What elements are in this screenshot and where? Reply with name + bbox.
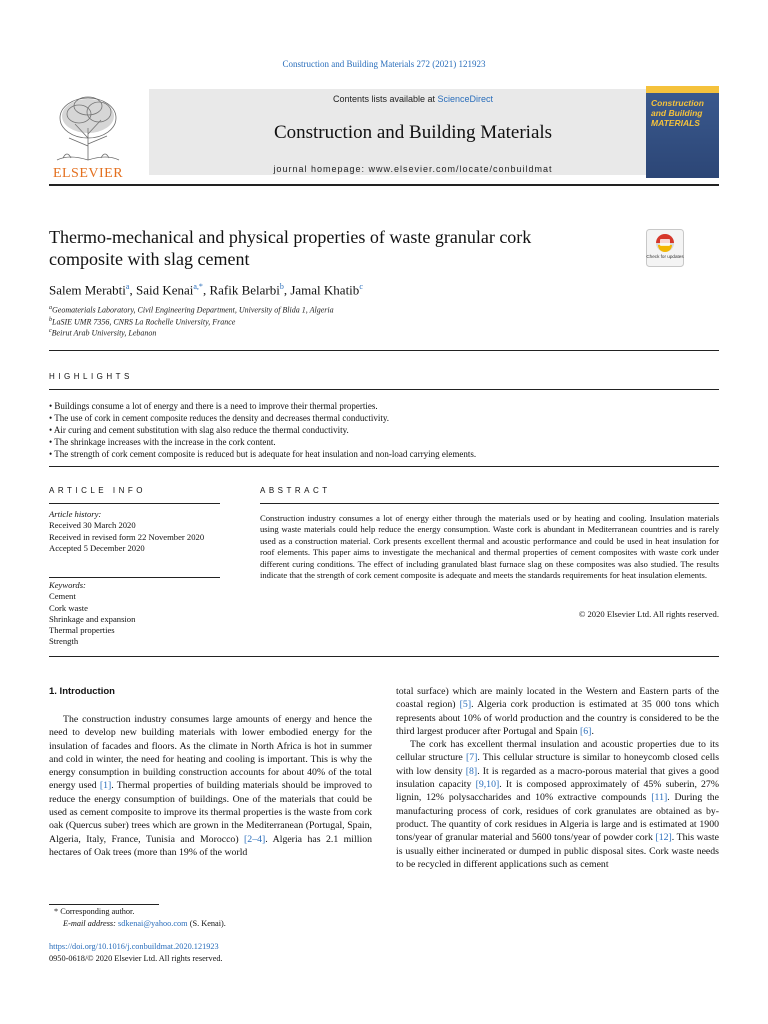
highlight-item: • The shrinkage increases with the increase in the cork content.	[49, 436, 719, 448]
corresponding-author-note: * Corresponding author.	[54, 907, 135, 916]
contents-available	[149, 94, 677, 104]
banner-divider	[49, 184, 719, 186]
check-for-updates-icon[interactable]	[646, 229, 684, 267]
author-name[interactable]: Jamal Khatib	[290, 282, 360, 298]
highlights-heading: HIGHLIGHTS	[49, 372, 133, 381]
highlights-divider	[49, 389, 719, 390]
author-list: Salem Merabti$^a$, Said Kenai$^{a,*}$, Rafik Belarbi$^b$, Jamal Khatib$^c$	[49, 282, 363, 298]
section-heading-introduction: 1. Introduction	[49, 686, 115, 697]
contents-prefix: Contents lists available at	[332, 94, 438, 104]
abstract-bottom-divider	[49, 656, 719, 657]
article-info-divider	[49, 503, 220, 504]
keyword: Shrinkage and expansion	[49, 613, 136, 624]
author-name[interactable]: Said Kenai	[135, 282, 194, 298]
journal-name: Construction and Building Materials	[273, 122, 553, 143]
journal-banner	[49, 86, 719, 180]
keyword: Strength	[49, 636, 79, 647]
cover-title: Construction and Building MATERIALS	[651, 98, 704, 128]
citation-link[interactable]: [9,10]	[475, 779, 500, 791]
sciencedirect-link[interactable]: ScienceDirect	[437, 94, 494, 104]
keyword: Cement	[49, 591, 76, 602]
affiliations-divider	[49, 350, 719, 351]
article-title: Thermo-mechanical and physical properties of waste granular cork composite with slag cement	[49, 227, 532, 269]
highlight-item: • Buildings consume a lot of energy and there is a need to improve their thermal properties.	[49, 400, 719, 412]
cover-strip	[646, 86, 719, 93]
highlight-item: • The use of cork in cement composite reduces the density and decreases thermal conductivity.	[49, 412, 719, 424]
keywords-label: Keywords:	[49, 580, 86, 590]
abstract-divider	[260, 503, 719, 504]
citation-link[interactable]: [7]	[465, 752, 478, 764]
article-history	[49, 509, 219, 554]
citation-link[interactable]: [6]	[580, 725, 592, 737]
highlights-bottom-divider	[49, 466, 719, 467]
citation-link[interactable]: [12]	[655, 832, 672, 844]
citation-link[interactable]: [8]	[465, 765, 478, 777]
affiliation-a: $^a$Geomaterials Laboratory, Civil Engineering Department, University of Blida 1, Algeria	[49, 305, 334, 315]
author-name[interactable]: Rafik Belarbi	[209, 282, 280, 298]
abstract-heading: ABSTRACT	[260, 486, 331, 495]
keywords-block	[49, 580, 219, 648]
email-note: E-mail address: sdkenai@yahoo.com (S. Kenai).	[63, 919, 226, 928]
citation-link[interactable]: [5]	[459, 699, 472, 711]
article-info-heading: ARTICLE INFO	[49, 486, 146, 495]
author-name[interactable]: Salem Merabti	[49, 282, 126, 298]
affiliation-b: $^b$LaSIE UMR 7356, CNRS La Rochelle University, France	[49, 317, 236, 327]
history-label: Article history:	[49, 509, 102, 519]
citation-link[interactable]: [11]	[651, 792, 668, 804]
citation-link[interactable]: [2–4]	[244, 833, 266, 845]
accepted-date: Accepted 5 December 2020	[49, 542, 145, 553]
elsevier-wordmark: ELSEVIER	[52, 166, 124, 181]
author-affiliation-mark[interactable]: a	[125, 282, 130, 291]
body-column-left	[49, 713, 372, 859]
banner-title-box	[149, 89, 677, 175]
keyword: Thermal properties	[49, 625, 115, 636]
email-link[interactable]: sdkenai@yahoo.com	[118, 919, 188, 928]
footnote-divider	[49, 904, 159, 905]
highlights-list	[49, 400, 719, 460]
affiliation-c: $^c$Beirut Arab University, Lebanon	[49, 328, 157, 338]
body-column-right	[396, 685, 719, 871]
received-date: Received 30 March 2020	[49, 520, 136, 531]
author-affiliation-mark[interactable]: c	[359, 282, 363, 291]
revised-date: Received in revised form 22 November 2020	[49, 531, 205, 542]
journal-cover-image	[646, 86, 719, 178]
keyword: Cork waste	[49, 602, 88, 613]
intro-paragraph-2: The cork has excellent thermal insulation and acoustic properties due to its cellular structure [7]. This cellular structure is similar to honeycomb closed cells with low density [8]. It is regarded as a macro-porous material that gives a good insulation capacity [9,10]. It is composed approximately of 45% suberin, 27% lignin, 12% polysaccharides and 10% extractive compounds [11]. During the manufacturing process of cork, residues of cork granulates are obtained as by-product. The quantity of cork residues in Algeria is large and is estimated at 1900 tons/year of granular material and 5600 tons/year of powder cork [12]. This waste is usually either incinerated or dumped in public disposal sites. Cork waste needs to be recycled in different applications such as cement	[396, 739, 720, 870]
author-affiliation-mark[interactable]: b	[279, 282, 284, 291]
abstract-copyright: © 2020 Elsevier Ltd. All rights reserved.	[578, 609, 719, 619]
keywords-divider	[49, 577, 220, 578]
highlight-item: • The strength of cork cement composite is reduced but is adequate for heat insulation and non-load carrying elements.	[49, 448, 719, 460]
intro-paragraph-1: The construction industry consumes large amounts of energy and hence the need to develop new building materials with lower embodied energy for the insulation of facades and floors. As the climate in North Africa is hot in summer and cold in winter, the need for heating and cooling is important. This is why the energy consumption in building construction accounts for about 40% of the total energy used [1]. Thermal properties of building materials should be improved to reduce the energy consumption of buildings. One of the materials that could be used as cement composite to improve its thermal properties is the waste from cork oak (Quercus suber) trees which are grown in the Mediterranean (Portugal, Spain, Algeria, Italy, France, Tunisia and Morocco) [2–4]. Algeria has 2.1 million hectares of Oak trees (more than 19% of the world	[49, 714, 372, 858]
crossmark-label: Check for updates	[646, 254, 684, 259]
abstract-text: Construction industry consumes a lot of energy either through the materials used or by heating and cooling. Insulation materials using waste materials could help reduce the energy consumption. Waste cork is abundant in Mediterranean countries and is rarely used as a construction material. Cork presents excellent thermal and acoustic performance and could be used in heat insulation for roof elements. This paper aims to investigate the mechanical and thermal properties of cement composites with waste cork under different curing conditions. The effect of including granulated blast furnace slag on these composites was also studied. The results indicate that the strength of cork cement composite is adequate and meets the standards requirements for heat insulation elements.	[260, 513, 719, 581]
doi-link[interactable]: https://doi.org/10.1016/j.conbuildmat.2020.121923	[49, 942, 219, 951]
highlight-item: • Air curing and cement substitution with slag also reduce the thermal conductivity.	[49, 424, 719, 436]
email-label: E-mail address:	[63, 919, 118, 928]
journal-homepage[interactable]: journal homepage: www.elsevier.com/locate/conbuildmat	[273, 164, 553, 174]
issn-line: 0950-0618/© 2020 Elsevier Ltd. All rights reserved.	[49, 954, 223, 963]
intro-paragraph-1-cont: total surface) which are mainly located in the Western and Eastern parts of the coastal region) [5]. Algeria cork production is estimated at 35 000 tons which represents about 10% of world production and the country is considered to be the third largest producer after Portugal and Spain [6].	[396, 686, 720, 737]
journal-reference[interactable]: Construction and Building Materials 272 (2021) 121923	[282, 59, 486, 69]
citation-link[interactable]: [1]	[99, 780, 112, 792]
author-affiliation-mark[interactable]: a,*	[193, 282, 203, 291]
